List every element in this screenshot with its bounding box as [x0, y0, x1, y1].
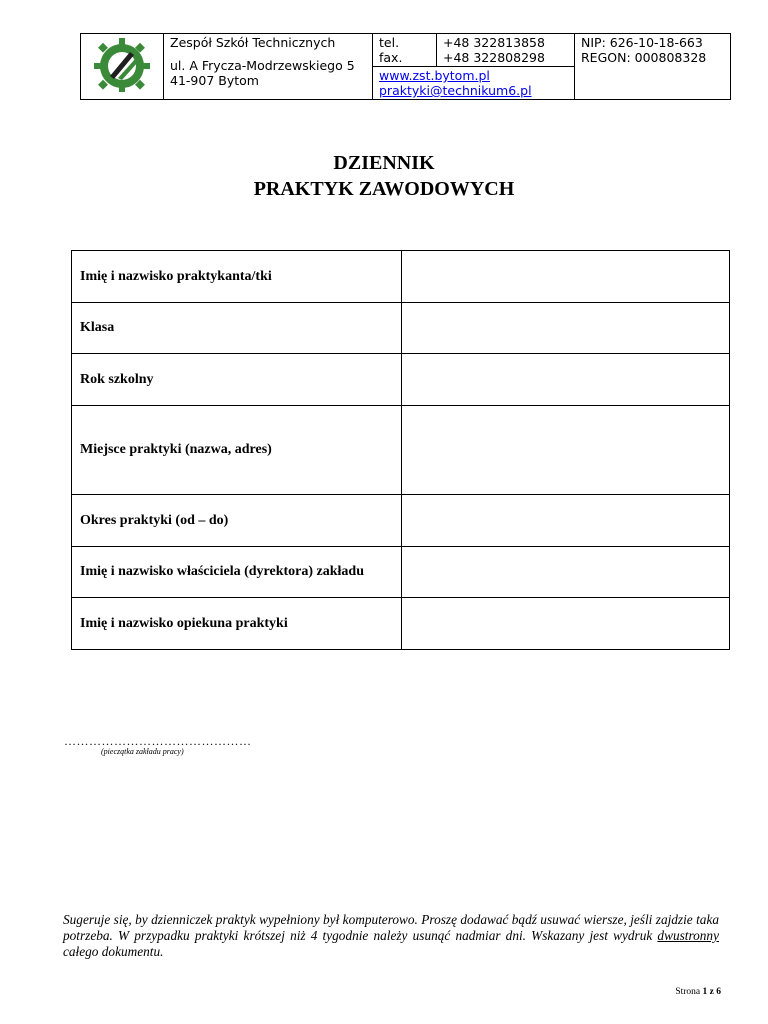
note-underlined-word: dwustronny: [657, 928, 719, 943]
row-value-period[interactable]: [402, 495, 730, 547]
school-address-cell: [164, 34, 373, 100]
form-row: [72, 406, 730, 495]
row-value-class[interactable]: [402, 303, 730, 354]
title-line-2: PRAKTYK ZAWODOWYCH: [253, 178, 515, 200]
fax-value: +48 322808298: [443, 50, 545, 65]
letterhead: [80, 33, 731, 100]
row-label-trainee-name: Imię i nazwisko praktykanta/tki: [72, 251, 402, 303]
page-of: z: [709, 987, 714, 997]
fax-label: fax.: [379, 50, 403, 65]
tel-label: tel.: [379, 35, 400, 50]
row-value-owner[interactable]: [402, 547, 730, 598]
row-label-supervisor: Imię i nazwisko opiekuna praktyki: [72, 598, 402, 650]
phone-values-cell: [437, 34, 575, 67]
phone-labels-cell: [373, 34, 437, 67]
school-gear-logo-icon: [90, 36, 154, 94]
title-line-1: DZIENNIK: [333, 152, 435, 174]
form-row: [72, 251, 730, 303]
row-value-trainee-name[interactable]: [402, 251, 730, 303]
tel-value: +48 322813858: [443, 35, 545, 50]
note-text-after: całego dokumentu.: [63, 944, 164, 959]
row-label-place: Miejsce praktyki (nazwa, adres): [72, 406, 402, 495]
registry-cell: [575, 34, 731, 100]
form-row: [72, 303, 730, 354]
regon: REGON: 000808328: [581, 50, 707, 65]
row-label-school-year: Rok szkolny: [72, 354, 402, 406]
row-label-period: Okres praktyki (od – do): [72, 495, 402, 547]
page-label: Strona: [675, 987, 701, 997]
page-number: [675, 987, 721, 997]
form-row: [72, 598, 730, 650]
form-row: [72, 354, 730, 406]
address-city: 41-907 Bytom: [170, 73, 259, 88]
form-row: [72, 495, 730, 547]
stamp-caption: (pieczątka zakładu pracy): [101, 747, 184, 756]
address-street: ul. A Frycza-Modrzewskiego 5: [170, 58, 355, 73]
page-current: 1: [702, 987, 708, 997]
row-value-place[interactable]: [402, 406, 730, 495]
nip: NIP: 626-10-18-663: [581, 35, 703, 50]
trainee-info-table: [71, 250, 730, 650]
row-label-class: Klasa: [72, 303, 402, 354]
page-total: 6: [716, 987, 721, 997]
school-name: Zespół Szkół Technicznych: [170, 35, 336, 50]
row-value-school-year[interactable]: [402, 354, 730, 406]
row-value-supervisor[interactable]: [402, 598, 730, 650]
note-text-before: Sugeruje się, by dzienniczek praktyk wypełniony był komputerowo. Proszę dodawać bądź usuwać wiersze, jeśli zajdzie taka potrzeba. W przypadku praktyki krótszej niż 4 tygodnie należy usunąć nadmiar dni. Wskazany jest wydruk: [63, 912, 719, 943]
instructions-note: [63, 912, 719, 960]
website-link[interactable]: www.zst.bytom.pl: [379, 68, 490, 83]
form-row: [72, 547, 730, 598]
stamp-signature-line: ………………………………………: [64, 734, 252, 748]
school-logo: [81, 34, 164, 100]
web-contact-cell: [373, 67, 575, 100]
email-link[interactable]: praktyki@technikum6.pl: [379, 83, 532, 98]
row-label-owner: Imię i nazwisko właściciela (dyrektora) zakładu: [72, 547, 402, 598]
document-title: [0, 150, 768, 202]
